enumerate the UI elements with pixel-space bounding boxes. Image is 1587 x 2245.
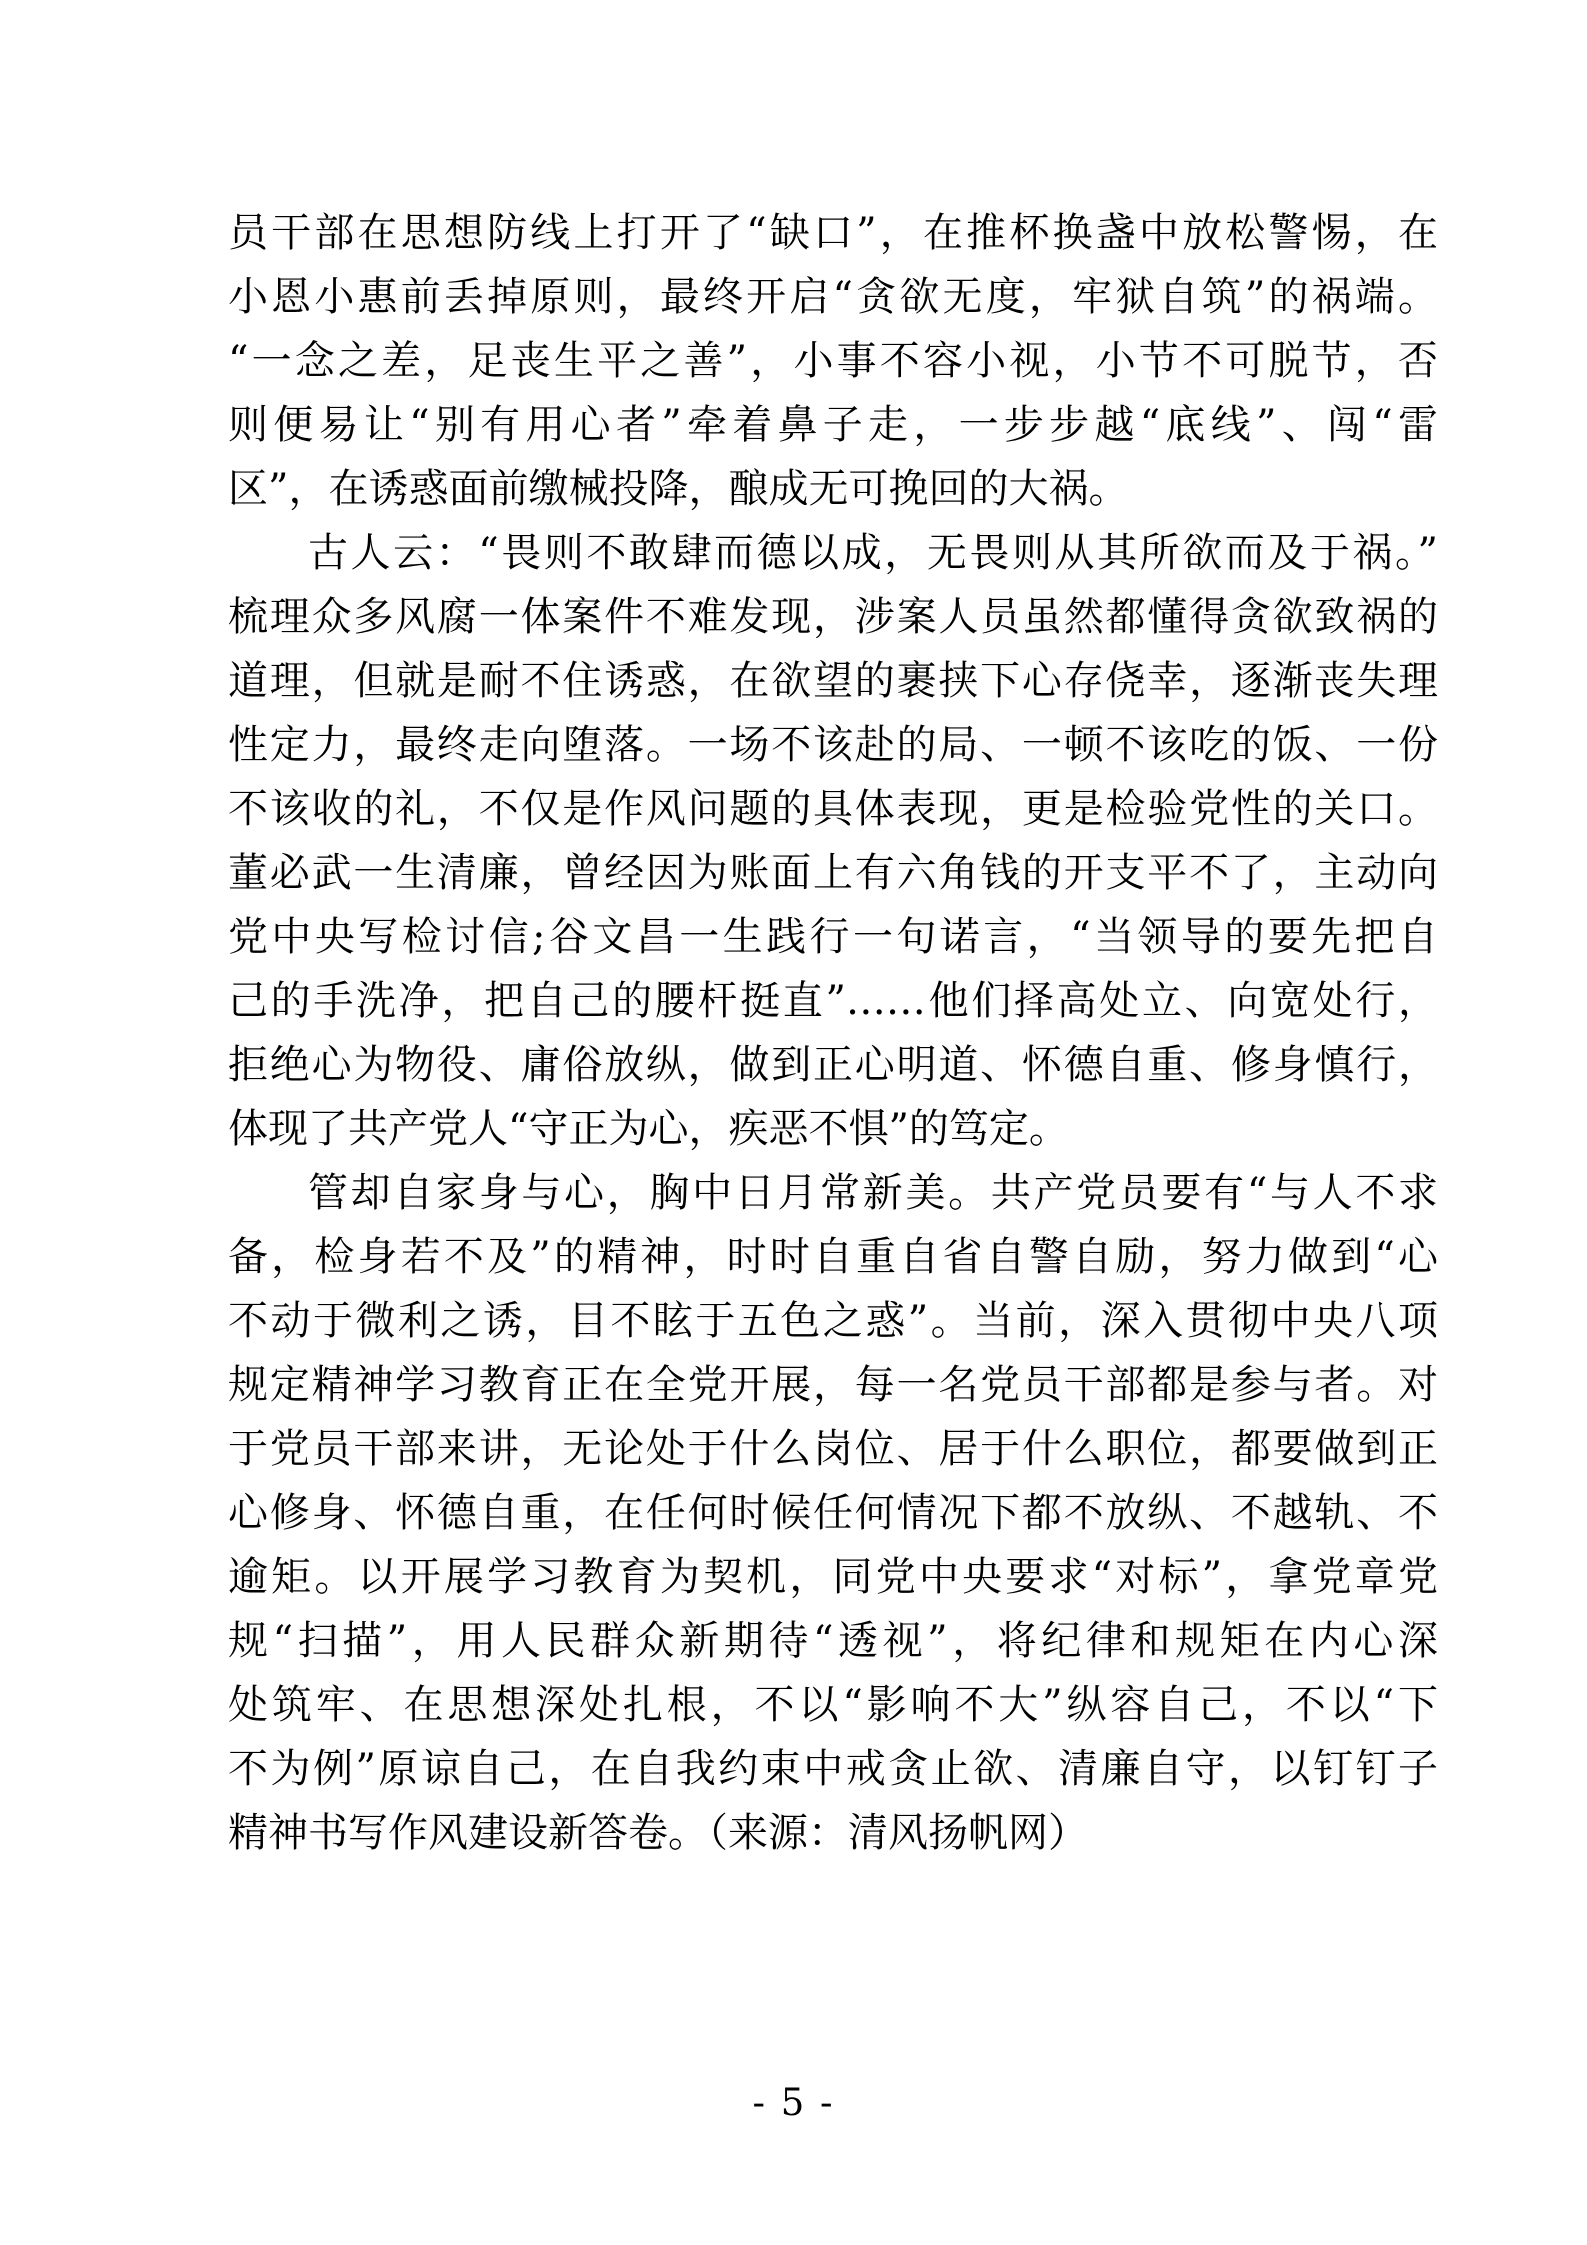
text-line: 董必武一生清廉，曾经因为账面上有六角钱的开支平不了，主动向	[228, 850, 1438, 896]
text-line: 规“扫描”，用人民群众新期待“透视”，将纪律和规矩在内心深	[228, 1618, 1438, 1664]
text-line: 不动于微利之诱，目不眩于五色之惑”。当前，深入贯彻中央八项	[228, 1298, 1438, 1344]
text-line: 不该收的礼，不仅是作风问题的具体表现，更是检验党性的关口。	[228, 786, 1438, 832]
text-line: 古人云：“畏则不敢肆而德以成，无畏则从其所欲而及于祸。”	[308, 530, 1438, 576]
text-line: 于党员干部来讲，无论处于什么岗位、居于什么职位，都要做到正	[228, 1426, 1438, 1472]
page-number: - 5 -	[752, 2081, 835, 2124]
text-line: 小恩小惠前丢掉原则，最终开启“贪欲无度，牢狱自筑”的祸端。	[228, 274, 1438, 320]
text-line: 道理，但就是耐不住诱惑，在欲望的裹挟下心存侥幸，逐渐丧失理	[228, 658, 1438, 704]
text-line: 不为例”原谅自己，在自我约束中戒贪止欲、清廉自守，以钉钉子	[228, 1746, 1438, 1792]
document-body	[228, 201, 1438, 1865]
text-line: 拒绝心为物役、庸俗放纵，做到正心明道、怀德自重、修身慎行，	[228, 1042, 1438, 1088]
text-line: 管却自家身与心，胸中日月常新美。共产党员要有“与人不求	[308, 1170, 1438, 1216]
text-line: 区”，在诱惑面前缴械投降，酿成无可挽回的大祸。	[228, 466, 1129, 512]
text-line: “一念之差，足丧生平之善”，小事不容小视，小节不可脱节，否	[228, 338, 1438, 384]
text-line: 体现了共产党人“守正为心，疾恶不惧”的笃定。	[228, 1106, 1069, 1152]
text-line: 精神书写作风建设新答卷。（来源：清风扬帆网）	[228, 1810, 1088, 1856]
text-line: 处筑牢、在思想深处扎根，不以“影响不大”纵容自己，不以“下	[228, 1682, 1438, 1728]
text-line: 党中央写检讨信;谷文昌一生践行一句诺言，“当领导的要先把自	[228, 914, 1438, 960]
text-line: 心修身、怀德自重，在任何时候任何情况下都不放纵、不越轨、不	[228, 1490, 1438, 1536]
text-line: 己的手洗净，把自己的腰杆挺直”……他们择高处立、向宽处行，	[228, 978, 1438, 1024]
text-line: 则便易让“别有用心者”牵着鼻子走，一步步越“底线”、闯“雷	[228, 402, 1438, 448]
text-line: 备，检身若不及”的精神，时时自重自省自警自励，努力做到“心	[228, 1234, 1438, 1280]
text-line: 逾矩。以开展学习教育为契机，同党中央要求“对标”，拿党章党	[228, 1554, 1438, 1600]
text-line: 梳理众多风腐一体案件不难发现，涉案人员虽然都懂得贪欲致祸的	[228, 594, 1438, 640]
text-line: 员干部在思想防线上打开了“缺口”，在推杯换盏中放松警惕，在	[228, 210, 1438, 256]
text-line: 规定精神学习教育正在全党开展，每一名党员干部都是参与者。对	[228, 1362, 1438, 1408]
text-line: 性定力，最终走向堕落。一场不该赴的局、一顿不该吃的饭、一份	[228, 722, 1438, 768]
